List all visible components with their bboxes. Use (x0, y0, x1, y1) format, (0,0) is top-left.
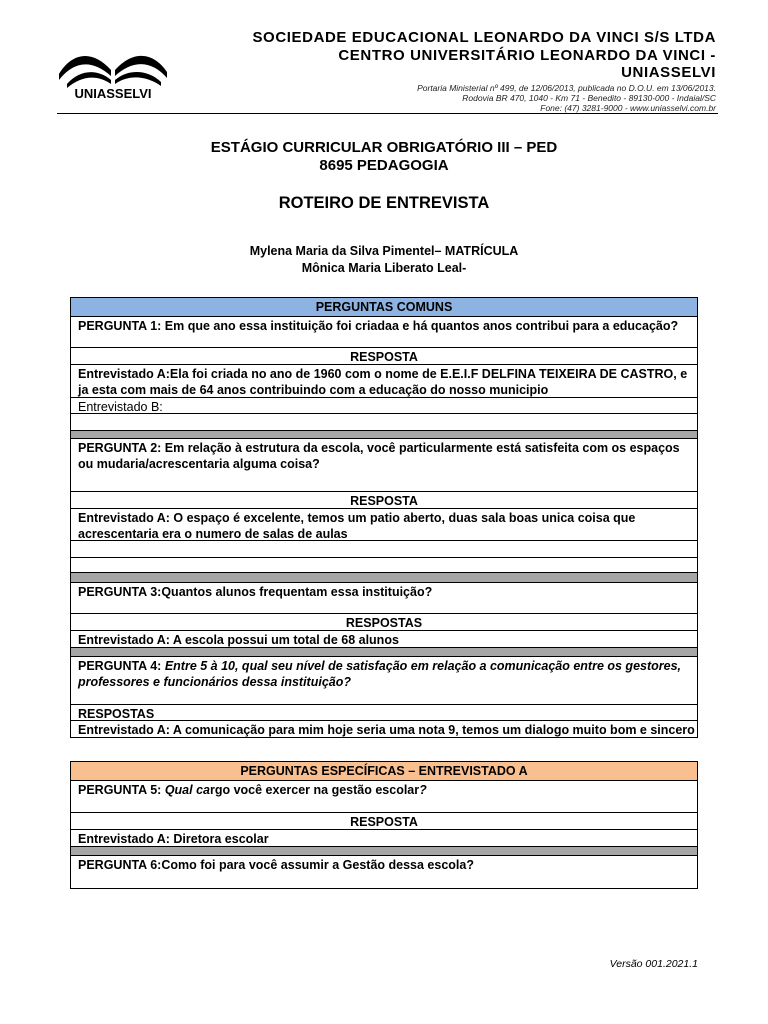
empty-row (71, 557, 697, 572)
empty-row (71, 413, 697, 430)
common-questions-table (70, 297, 698, 738)
header-rule (57, 113, 718, 114)
question-5-italic: Qual ca (164, 783, 210, 797)
question-5 (71, 780, 697, 812)
separator-row (71, 430, 697, 438)
header-portaria: Portaria Ministerial nº 499, de 12/06/2013, publicada no D.O.U. em 13/06/2013. (417, 83, 716, 93)
header-center-name: CENTRO UNIVERSITÁRIO LEONARDO DA VINCI - (338, 47, 716, 64)
answer-1-interviewee-a: Entrevistado A:Ela foi criada no ano de 1960 com o nome de E.E.I.F DELFINA TEIXEIRA DE CASTRO, e ja esta com mais de 64 anos contribuindo com a educação do nosso municipio (71, 364, 697, 397)
answer-label-2: RESPOSTA (71, 491, 697, 508)
answer-5-interviewee-a: Entrevistado A: Diretora escolar (71, 829, 697, 846)
specific-questions-heading: PERGUNTAS ESPECÍFICAS – ENTREVISTADO A (71, 762, 697, 780)
student-name-2: Mônica Maria Liberato Leal- (301, 261, 467, 275)
separator-row (71, 572, 697, 582)
answer-3-interviewee-a: Entrevistado A: A escola possui um total de 68 alunos (71, 630, 697, 647)
separator-row (71, 846, 697, 855)
separator-row (71, 647, 697, 656)
answer-label-5: RESPOSTA (71, 812, 697, 829)
question-1: PERGUNTA 1: Em que ano essa instituição foi criadaa e há quantos anos contribui para a educação? (71, 316, 697, 347)
header-society-name: SOCIEDADE EDUCACIONAL LEONARDO DA VINCI S/S LTDA (252, 29, 716, 46)
header-address: Rodovia BR 470, 1040 - Km 71 - Benedito - 89130-000 - Indaial/SC (462, 93, 716, 103)
answer-label-4: RESPOSTAS (71, 704, 697, 720)
answer-4-interviewee-a: Entrevistado A: A comunicação para mim hoje seria uma nota 9, temos um dialogo muito bom e sincero (71, 720, 697, 737)
empty-row (71, 540, 697, 557)
common-questions-heading: PERGUNTAS COMUNS (71, 298, 697, 316)
question-2: PERGUNTA 2: Em relação à estrutura da escola, você particularmente está satisfeita com os espaços ou mudaria/acrescentaria alguma coisa? (71, 438, 697, 491)
header-contact: Fone: (47) 3281-9000 - www.uniasselvi.com.br (540, 103, 716, 113)
question-5-end: ? (419, 783, 427, 797)
specific-questions-table (70, 761, 698, 889)
question-4-prefix: PERGUNTA 4: (78, 659, 165, 673)
uniasselvi-logo (57, 44, 169, 100)
answer-2-interviewee-a: Entrevistado A: O espaço é excelente, temos um patio aberto, duas sala boas unica coisa que acrescentaria era o numero de salas de aulas (71, 508, 697, 540)
question-5-mid: rgo você exercer na gestão escolar (209, 783, 420, 797)
doc-title-line1: ESTÁGIO CURRICULAR OBRIGATÓRIO III – PED (210, 139, 558, 156)
question-3: PERGUNTA 3:Quantos alunos frequentam essa instituição? (71, 582, 697, 613)
student-name-1: Mylena Maria da Silva Pimentel– MATRÍCULA (249, 244, 519, 258)
question-6: PERGUNTA 6:Como foi para você assumir a Gestão dessa escola? (71, 855, 697, 888)
answer-1-interviewee-b: Entrevistado B: (71, 397, 697, 413)
doc-subtitle: ROTEIRO DE ENTREVISTA (278, 194, 490, 212)
logo-graphic (57, 44, 169, 100)
answer-label-1: RESPOSTA (71, 347, 697, 364)
question-5-prefix: PERGUNTA 5: (78, 783, 165, 797)
doc-title-line2: 8695 PEDAGOGIA (319, 157, 449, 174)
answer-label-3: RESPOSTAS (71, 613, 697, 630)
logo-text: UNIASSELVI (74, 86, 152, 100)
question-4-text: Entre 5 à 10, qual seu nível de satisfação em relação a comunicação entre os gestores, professores e funcionários dessa instituição? (78, 659, 682, 689)
version-footer: Versão 001.2021.1 (609, 958, 698, 970)
header-uniasselvi: UNIASSELVI (621, 64, 716, 81)
question-4 (71, 656, 697, 704)
